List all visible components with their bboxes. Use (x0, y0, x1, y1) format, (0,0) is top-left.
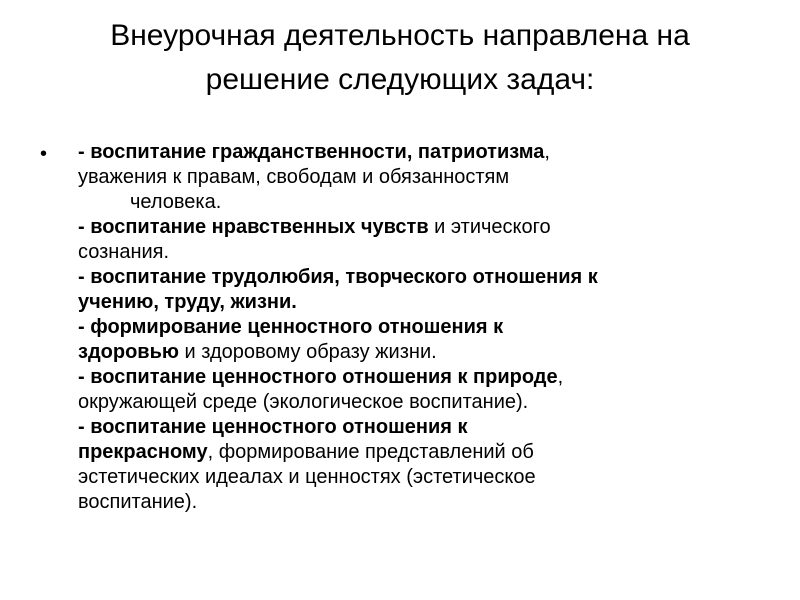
text-line (78, 490, 783, 515)
text-line (78, 315, 783, 340)
text-line (78, 265, 783, 290)
regular-text: уважения к правам, свободам и обязанностям (78, 166, 510, 188)
regular-text: и здоровому образу жизни. (178, 341, 437, 363)
slide-title (20, 14, 780, 102)
text-line (78, 365, 783, 390)
task-list-text (78, 140, 783, 515)
text-line (78, 390, 783, 415)
text-line (78, 215, 783, 240)
bold-text: - воспитание ценностного отношения к (78, 416, 468, 438)
regular-text: окружающей среде (экологическое воспитание). (78, 391, 529, 413)
regular-text: , (557, 366, 564, 388)
text-line (78, 140, 783, 165)
bold-text: - воспитание гражданственности, патриотизма (78, 141, 545, 163)
regular-text: сознания. (78, 241, 170, 263)
bold-text: здоровью (78, 341, 179, 363)
bold-text: прекрасному (78, 441, 208, 463)
text-line (78, 440, 783, 465)
title-line-2: решение следующих задач: (205, 63, 595, 96)
bold-text: учению, труду, жизни. (78, 291, 297, 313)
text-line (78, 465, 783, 490)
regular-text: воспитание). (78, 491, 198, 513)
text-line (78, 240, 783, 265)
bold-text: - формирование ценностного отношения к (78, 316, 504, 338)
title-line-1: Внеурочная деятельность направлена на (110, 19, 690, 52)
text-line (78, 190, 783, 215)
bold-text: - воспитание ценностного отношения к природе (78, 366, 558, 388)
bullet-marker: • (40, 143, 48, 165)
text-line (78, 340, 783, 365)
regular-text: человека. (130, 191, 222, 213)
text-line (78, 165, 783, 190)
text-line (78, 290, 783, 315)
regular-text: , формирование представлений об (207, 441, 534, 463)
bold-text: - воспитание нравственных чувств (78, 216, 429, 238)
bold-text: - воспитание трудолюбия, творческого отношения к (78, 266, 598, 288)
regular-text: и этического (428, 216, 551, 238)
regular-text: , (544, 141, 550, 163)
regular-text: эстетических идеалах и ценностях (эстетическое (78, 466, 536, 488)
text-line (78, 415, 783, 440)
